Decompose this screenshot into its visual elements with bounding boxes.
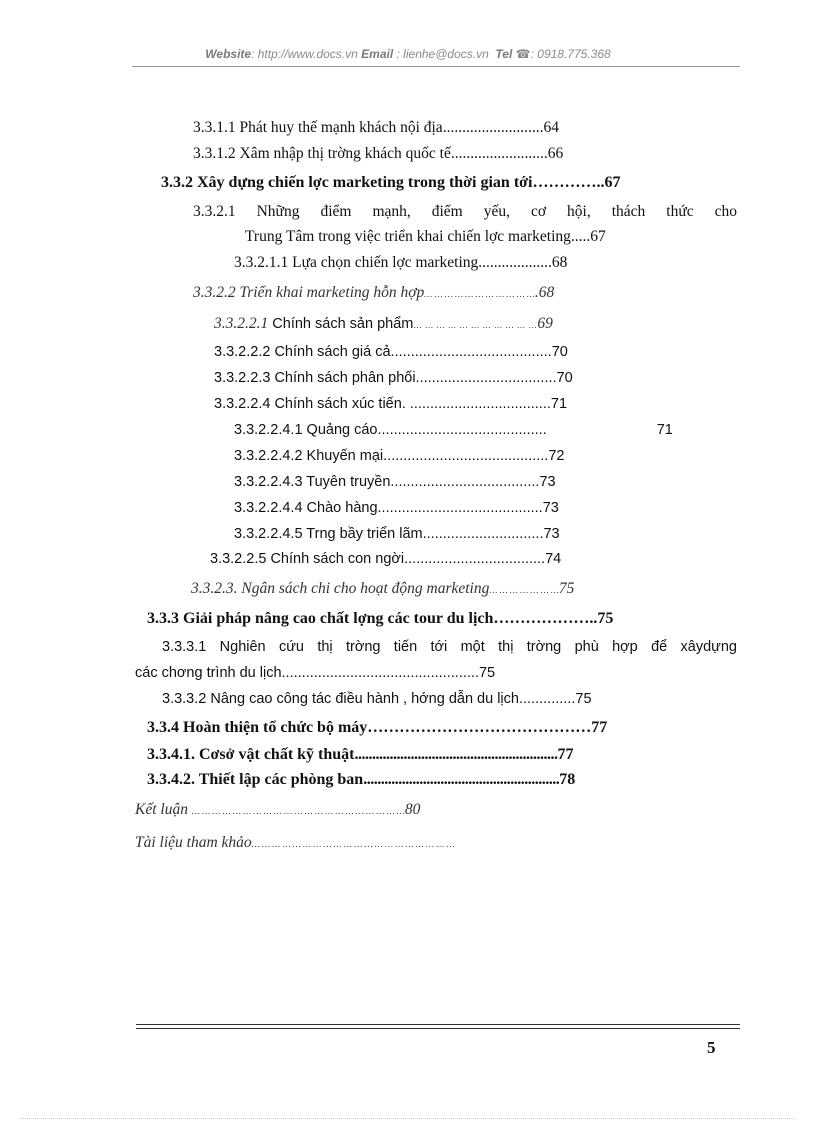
toc-entry — [147, 609, 613, 629]
toc-text: các chơng trình du lịch — [135, 665, 282, 681]
toc-text: 3.3.2.2.4.4 Chào hàng — [234, 500, 378, 516]
page-edge-divider — [20, 1118, 796, 1119]
toc-leader: ................................... — [409, 396, 551, 412]
toc-page: 77 — [591, 719, 608, 736]
toc-entry — [214, 314, 553, 335]
toc-leader: ................................... — [404, 551, 546, 567]
toc-leader: … … … … … … … … … … … — [413, 320, 538, 330]
toc-leader: … … … … … … … — [489, 585, 559, 595]
toc-entry — [193, 144, 563, 164]
toc-page: 78 — [559, 771, 576, 788]
toc-text: 3.3.2.2.5 Chính sách con ngời — [210, 551, 405, 567]
toc-text: 3.3.2.3. Ngân sách chi cho hoạt động marketing — [191, 580, 490, 597]
toc-leader: ..... — [570, 228, 591, 245]
toc-leader: ........................................................ — [363, 771, 560, 788]
toc-leader: ......................... — [450, 145, 548, 162]
toc-entry — [214, 368, 573, 388]
toc-text: Kết luận — [135, 801, 188, 818]
toc-page: 73 — [543, 526, 560, 542]
toc-number: 3.3.2.2.1 — [214, 315, 269, 332]
toc-leader: ................................... — [415, 370, 557, 386]
toc-entry — [245, 227, 606, 247]
toc-leader: … … … … … … … … … … … … … … … … … … … … — [251, 839, 455, 849]
toc-text: 3.3.3.1 Nghiên cứu thị trờng tiến tới một thị trờng phù hợp để xâydựng — [162, 639, 737, 655]
toc-entry — [191, 579, 574, 600]
toc-text: 3.3.1.2 Xâm nhập thị trờng khách quốc tế — [193, 145, 451, 162]
toc-leader: ……………….. — [493, 610, 598, 627]
toc-text: 3.3.2.2.4.2 Khuyến mại — [234, 448, 384, 464]
tel-value: ☎: 0918.775.368 — [515, 47, 611, 61]
toc-page: 75 — [478, 665, 496, 681]
toc-text: 3.3.2.2 Triển khai marketing hỗn hợp — [193, 284, 425, 301]
toc-entry — [234, 498, 559, 518]
toc-leader: ................................................. — [281, 665, 479, 681]
email-value: : lienhe@docs.vn — [396, 47, 489, 61]
toc-leader: ........................................ — [390, 344, 552, 360]
toc-entry — [193, 283, 554, 304]
toc-text: 3.3.2.2.4.5 Trng bầy triển lãm — [234, 526, 423, 542]
toc-text: 3.3.4 Hoàn thiện tổ chức bộ máy — [147, 719, 368, 736]
toc-page: 73 — [542, 500, 559, 516]
toc-text: 3.3.2 Xây dựng chiến lợc marketing trong thời gian tới — [161, 174, 533, 191]
toc-page: 66 — [547, 145, 564, 162]
toc-page: .68 — [534, 284, 555, 301]
toc-page: 70 — [551, 344, 568, 360]
toc-entry — [214, 342, 568, 362]
toc-text: 3.3.3.2 Nâng cao công tác điều hành , hớng dẫn du lịch — [162, 691, 519, 707]
toc-entry — [162, 637, 737, 657]
toc-page: 67 — [604, 174, 621, 191]
toc-leader: ………….. — [532, 174, 605, 191]
toc-page: 80 — [404, 801, 421, 818]
email-label: Email — [361, 47, 394, 61]
toc-entry — [147, 745, 574, 765]
toc-entry — [234, 446, 564, 466]
toc-text: 3.3.4.2. Thiết lập các phòng ban — [147, 771, 364, 788]
website-label: Website — [205, 47, 252, 61]
toc-text: 3.3.2.1.1 Lựa chọn chiến lợc marketing — [234, 254, 479, 271]
page-header — [0, 47, 816, 61]
footer-rule — [136, 1028, 740, 1029]
toc-entry — [162, 689, 592, 709]
toc-entry — [234, 253, 567, 273]
toc-text: 3.3.2.2.4.1 Quảng cáo — [234, 422, 378, 438]
toc-entry — [193, 118, 559, 138]
toc-leader: ..................................... — [390, 474, 540, 490]
toc-text: Trung Tâm trong việc triển khai chiến lợc marketing — [245, 228, 571, 245]
toc-leader: … … … … … … … … … … … — [424, 289, 535, 299]
toc-entry — [161, 173, 620, 193]
toc-page: 67 — [590, 228, 606, 245]
page-number: 5 — [707, 1038, 716, 1057]
toc-text: 3.3.1.1 Phát huy thế mạnh khách nội địa — [193, 119, 443, 136]
toc-entry — [234, 524, 560, 544]
toc-entry — [147, 770, 575, 790]
toc-text: 3.3.4.1. Cơsở vật chất kỹ thuật — [147, 746, 355, 763]
toc-leader: .............. — [518, 691, 576, 707]
toc-leader: .......................................... — [377, 422, 547, 438]
toc-page: 74 — [545, 551, 562, 567]
toc-entry — [210, 549, 561, 569]
footer-rule — [136, 1024, 740, 1025]
toc-page: 64 — [543, 119, 559, 136]
tel-label: Tel — [495, 47, 513, 61]
toc-text: 3.3.3 Giải pháp nâng cao chất lợng các tour du lịch — [147, 610, 494, 627]
toc-entry — [193, 202, 737, 222]
toc-text: Chính sách sản phẩm — [268, 316, 414, 332]
toc-text: 3.3.2.1 Những điểm mạnh, điểm yếu, cơ hội, thách thức cho — [193, 203, 737, 220]
toc-leader: …………………………………… — [367, 719, 592, 736]
toc-text: 3.3.2.2.4 Chính sách xúc tiến. — [214, 396, 410, 412]
toc-page: 68 — [551, 254, 568, 271]
toc-page: 71 — [550, 396, 568, 412]
toc-leader: … … … … … … … … … … … … … … … … … … … … … — [191, 806, 405, 816]
toc-text: Tài liệu tham khảo — [135, 834, 252, 851]
toc-page: 71 — [656, 422, 673, 438]
toc-text: 3.3.2.2.2 Chính sách giá cả — [214, 344, 391, 360]
website-value: : http://www.docs.vn — [251, 47, 358, 61]
toc-leader: ......................................... — [383, 448, 549, 464]
toc-page: 70 — [556, 370, 573, 386]
toc-leader: ................... — [478, 254, 552, 271]
toc-page: 75 — [597, 610, 614, 627]
toc-entry — [135, 663, 495, 683]
toc-text: 3.3.2.2.3 Chính sách phân phối — [214, 370, 416, 386]
toc-entry — [214, 394, 567, 414]
toc-entry — [135, 800, 420, 821]
toc-page: 75 — [558, 580, 575, 597]
toc-entry — [234, 472, 556, 492]
toc-page: 77 — [557, 746, 574, 763]
toc-entry — [135, 833, 455, 854]
toc-entry — [234, 420, 673, 440]
toc-entry — [147, 718, 607, 738]
toc-leader: ......................................... — [377, 500, 543, 516]
toc-page: 73 — [539, 474, 556, 490]
toc-page: 72 — [548, 448, 565, 464]
toc-page: 75 — [575, 691, 592, 707]
toc-page: 69 — [537, 315, 553, 332]
toc-leader: .......................................................... — [354, 746, 558, 763]
toc-leader: .............................. — [422, 526, 544, 542]
header-rule — [132, 66, 740, 67]
toc-leader: .......................... — [442, 119, 544, 136]
toc-text: 3.3.2.2.4.3 Tuyên truyền — [234, 474, 391, 490]
